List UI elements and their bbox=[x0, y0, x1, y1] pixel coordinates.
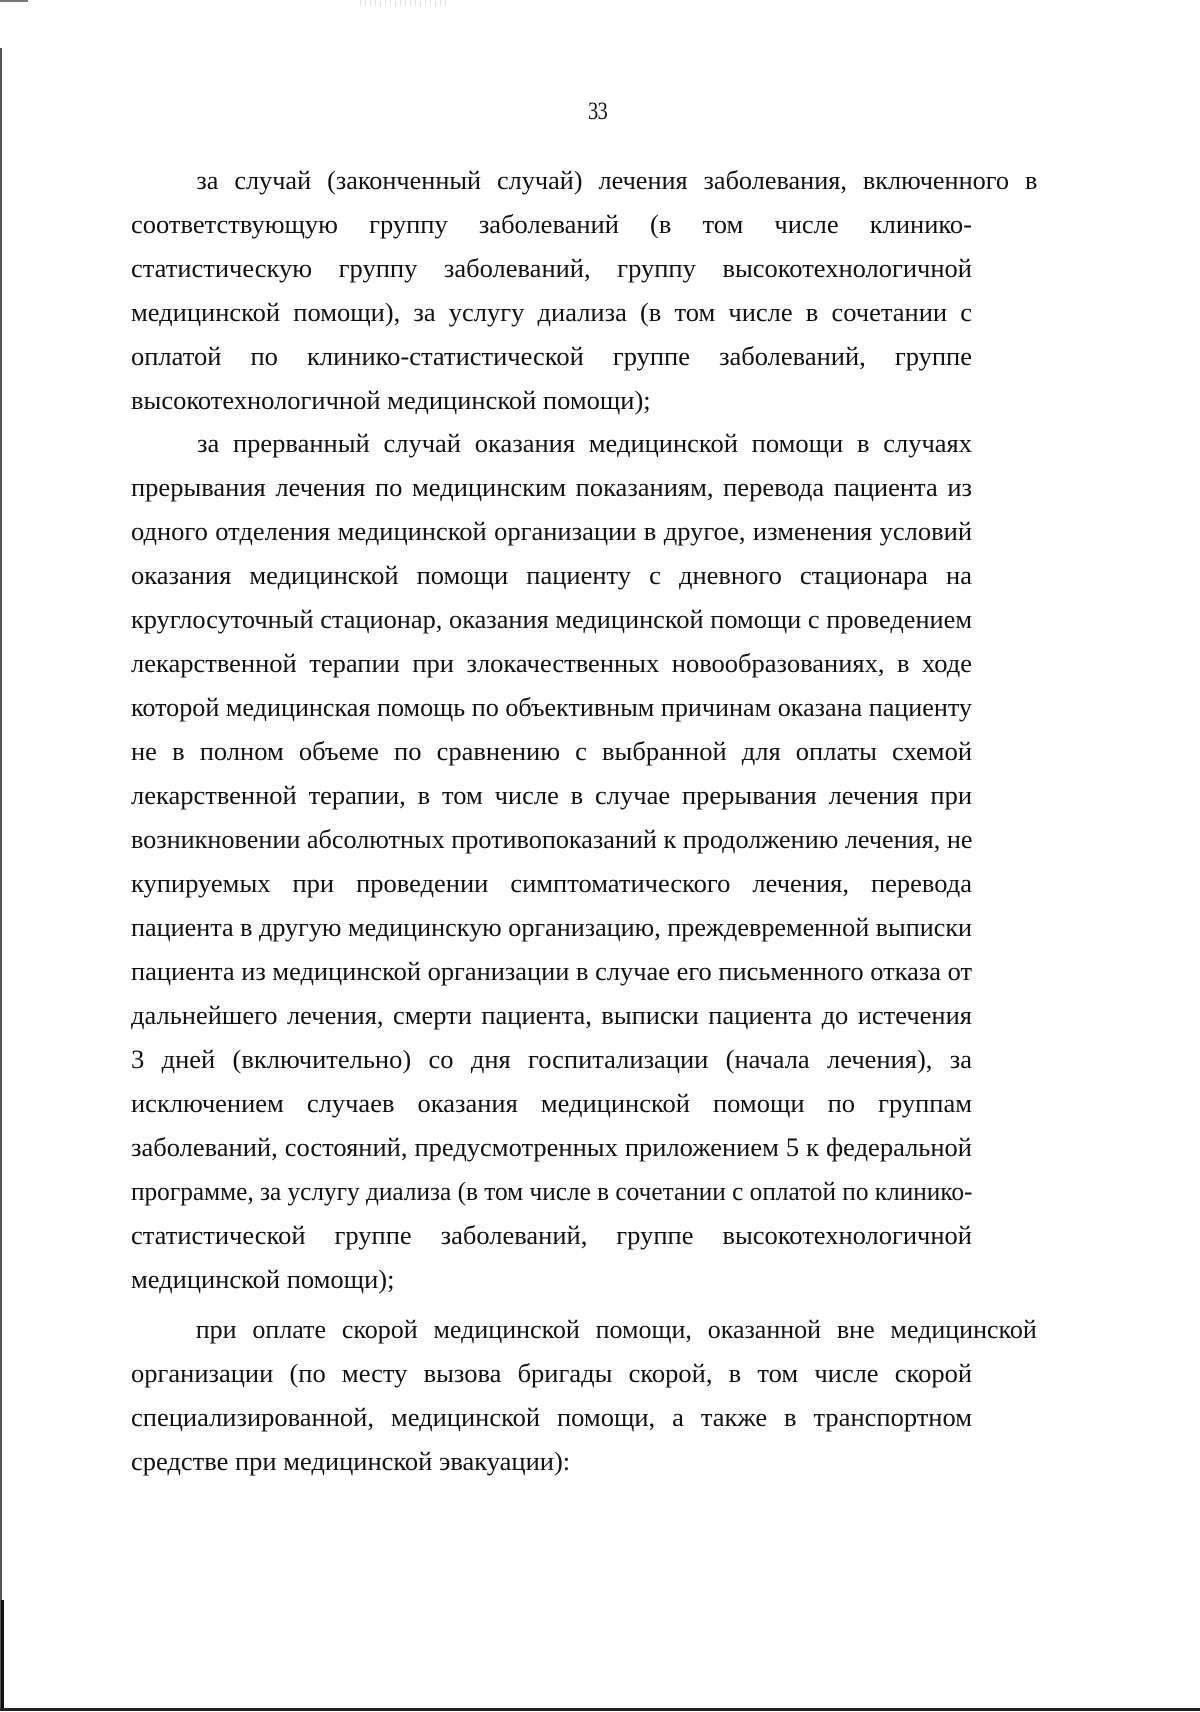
scan-border-left-bottom bbox=[1, 1600, 4, 1710]
page-number: 33 bbox=[588, 98, 607, 125]
text-line: за случай (законченный случай) лечения заболевания, включенного в bbox=[196, 165, 1038, 195]
text-line: не в полном объеме по сравнению с выбранной для оплаты схемой bbox=[131, 736, 972, 766]
paragraph-1 bbox=[131, 158, 1038, 422]
text-line: пациента в другую медицинскую организацию, преждевременной выписки bbox=[131, 912, 973, 942]
text-line: пациента из медицинской организации в случае его письменного отказа от bbox=[131, 956, 972, 986]
text-line: купируемых при проведении симптоматического лечения, перевода bbox=[131, 868, 972, 898]
text-line: прерывания лечения по медицинским показаниям, перевода пациента из bbox=[131, 472, 972, 502]
text-line: средстве при медицинской эвакуации): bbox=[131, 1446, 571, 1476]
text-line: медицинской помощи); bbox=[131, 1264, 395, 1294]
text-line: 3 дней (включительно) со дня госпитализации (начала лечения), за bbox=[131, 1044, 972, 1074]
text-line: круглосуточный стационар, оказания медицинской помощи с проведением bbox=[131, 604, 972, 634]
text-line: медицинской помощи), за услугу диализа (в том числе в сочетании с bbox=[131, 297, 972, 327]
text-line: за прерванный случай оказания медицинской помощи в случаях bbox=[197, 428, 972, 458]
paragraph-2 bbox=[131, 421, 972, 1301]
scan-border-left bbox=[0, 48, 2, 1710]
text-line: специализированной, медицинской помощи, а также в транспортном bbox=[131, 1402, 972, 1432]
text-line: возникновении абсолютных противопоказаний к продолжению лечения, не bbox=[131, 824, 973, 854]
text-line: лекарственной терапии при злокачественных новообразованиях, в ходе bbox=[131, 648, 972, 678]
text-line: дальнейшего лечения, смерти пациента, выписки пациента до истечения bbox=[131, 1000, 972, 1030]
text-line: исключением случаев оказания медицинской помощи по группам bbox=[131, 1088, 972, 1118]
text-line: лекарственной терапии, в том числе в случае прерывания лечения при bbox=[131, 780, 972, 810]
text-line: которой медицинская помощь по объективным причинам оказана пациенту bbox=[131, 692, 972, 722]
text-line: статистическую группу заболеваний, группу высокотехнологичной bbox=[131, 253, 972, 283]
text-line: соответствующую группу заболеваний (в том числе клинико- bbox=[131, 209, 972, 239]
text-line: статистической группе заболеваний, группе высокотехнологичной bbox=[131, 1220, 972, 1250]
text-line: высокотехнологичной медицинской помощи); bbox=[131, 385, 651, 415]
text-line: оказания медицинской помощи пациенту с дневного стационара на bbox=[131, 560, 972, 590]
text-line: одного отделения медицинской организации в другое, изменения условий bbox=[131, 516, 972, 546]
text-line: программе, за услугу диализа (в том числе в сочетании с оплатой по клинико- bbox=[131, 1176, 973, 1206]
text-line: организации (по месту вызова бригады скорой, в том числе скорой bbox=[131, 1358, 972, 1388]
text-line: при оплате скорой медицинской помощи, оказанной вне медицинской bbox=[195, 1314, 1037, 1344]
scan-border-top bbox=[0, 0, 28, 2]
scan-border-bottom bbox=[0, 1708, 1200, 1711]
text-line: заболеваний, состояний, предусмотренных приложением 5 к федеральной bbox=[131, 1132, 972, 1162]
text-line: оплатой по клинико-статистической группе заболеваний, группе bbox=[131, 341, 972, 371]
scan-noise bbox=[360, 0, 450, 6]
paragraph-3 bbox=[131, 1307, 1037, 1483]
